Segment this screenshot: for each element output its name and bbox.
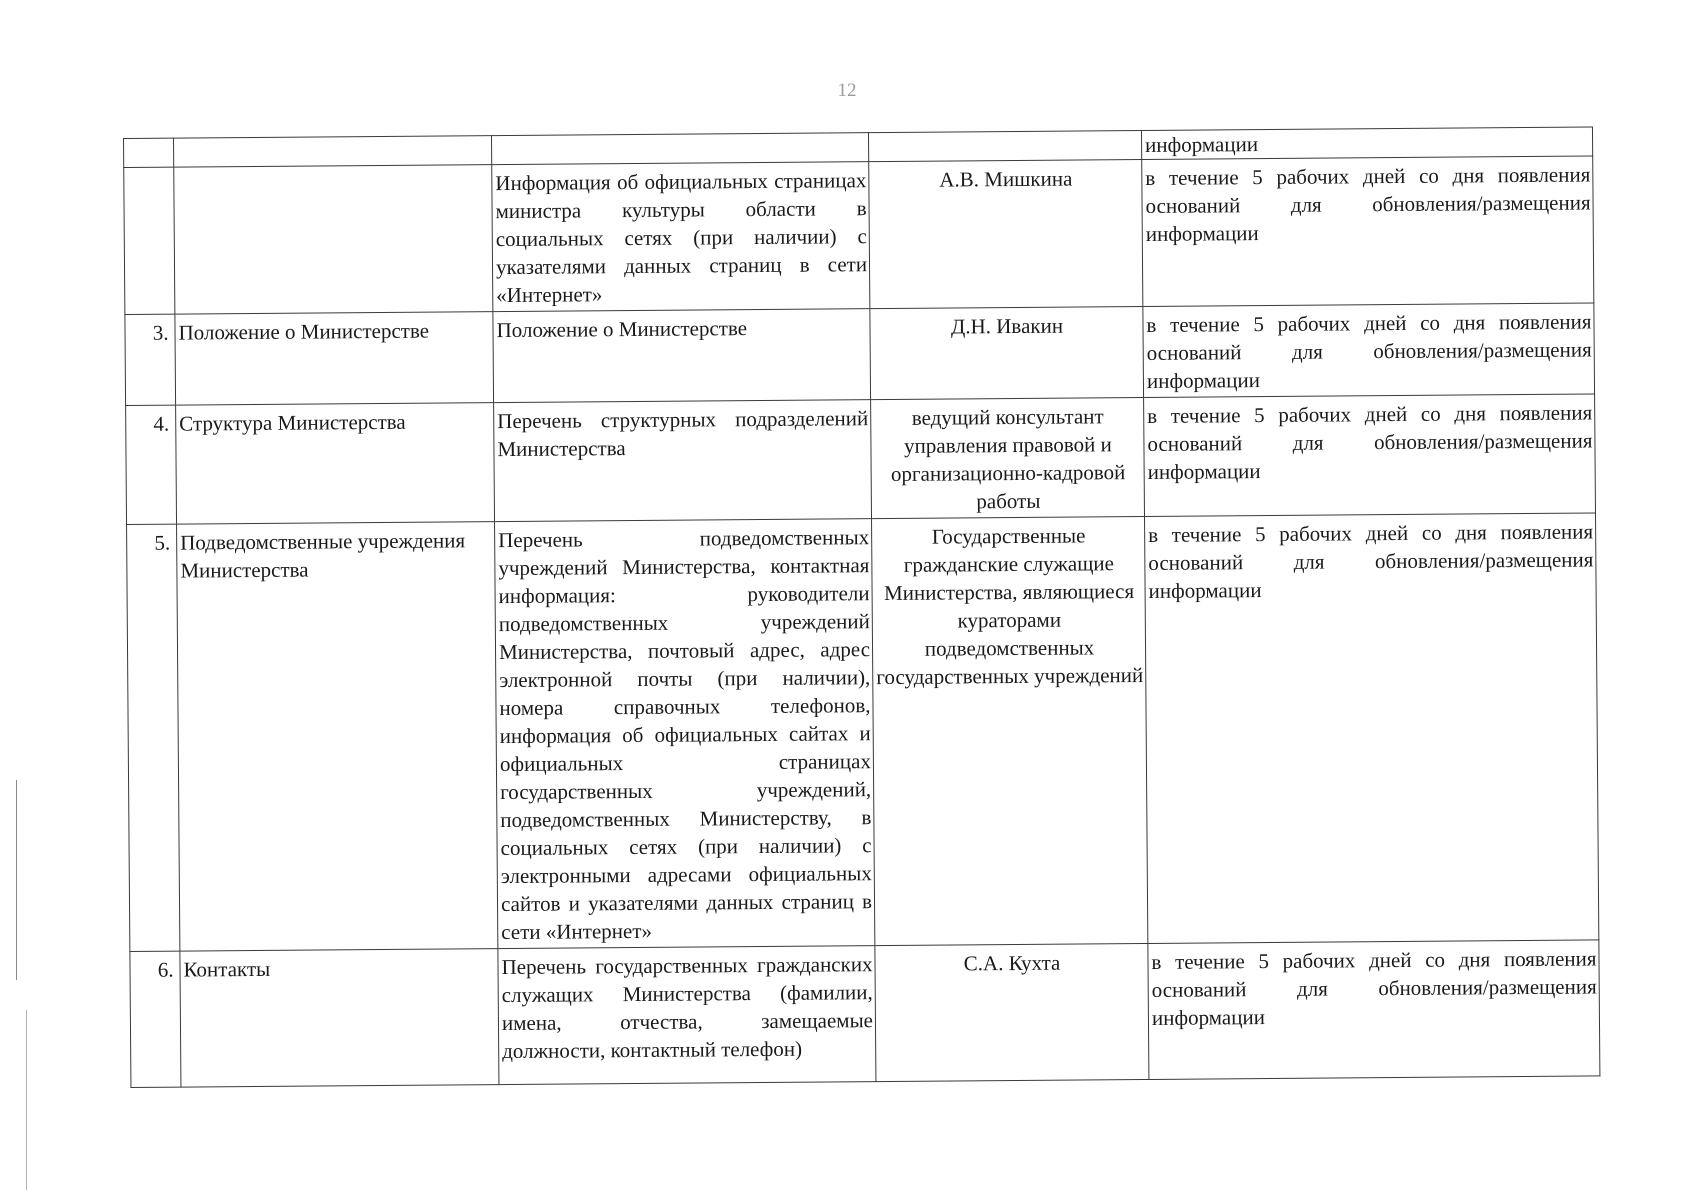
cell-term: в течение 5 рабочих дней со дня появления оснований для обновления/размещения информации [1145, 513, 1599, 944]
cell-term: в течение 5 рабочих дней со дня появления оснований для обновления/размещения информации [1142, 156, 1594, 307]
cell-section: Структура Министерства [176, 403, 495, 524]
cell-responsible [868, 131, 1141, 162]
page-number: 12 [837, 80, 857, 101]
cell-number [124, 167, 175, 314]
cell-responsible: Д.Н. Ивакин [870, 306, 1144, 399]
table-row [127, 513, 1599, 952]
cell-term: в течение 5 рабочих дней со дня появления оснований для обновления/размещения информации [1148, 940, 1600, 1080]
cell-info: Перечень государственных гражданских служащих Министерства (фамилии, имена, отчества, замещаемые должности, контактный телефон) [498, 946, 876, 1085]
cell-number: 5. [127, 524, 180, 951]
document-table [123, 126, 1600, 1088]
table-row [126, 394, 1596, 525]
cell-info [491, 133, 868, 165]
table-row [124, 156, 1594, 315]
table-row [125, 303, 1595, 406]
cell-section: Подведомственные учреждения Министерства [177, 522, 498, 951]
cell-term: в течение 5 рабочих дней со дня появления оснований для обновления/размещения информации [1143, 303, 1595, 398]
cell-responsible: Государственные гражданские служащие Министерства, являющиеся кураторами подведомственных государственных учреждений [872, 516, 1148, 945]
cell-term: в течение 5 рабочих дней со дня появления оснований для обновления/размещения информации [1144, 394, 1596, 517]
cell-section: Контакты [180, 949, 499, 1087]
cell-section [174, 165, 493, 314]
table-row [130, 940, 1600, 1088]
cell-responsible: ведущий консультант управления правовой и организационно-кадровой работы [871, 397, 1145, 518]
cell-responsible: А.В. Мишкина [869, 159, 1143, 308]
cell-number: 6. [130, 951, 181, 1087]
cell-info: Перечень подведомственных учреждений Министерства, контактная информация: руководители подведомственных учреждений Министерства, почтовый адрес, адрес электронной почты (при наличии), номера справочных телефонов, информация об официальных сайтах и официальных страницах государственных учреждений, подведомственных Министерству, в социальных сетях (при наличии) с электронными адресами официальных сайтов и указателями данных страниц в сети «Интернет» [495, 519, 875, 949]
cell-info: Информация об официальных страницах министра культуры области в социальных сетях (при наличии) с указателями данных страниц в сети «Интернет» [492, 162, 870, 312]
cell-term: информации [1141, 127, 1592, 160]
cell-responsible: С.А. Кухта [875, 943, 1149, 1081]
cell-number: 4. [126, 405, 177, 524]
cell-info: Перечень структурных подразделений Министерства [494, 400, 872, 522]
cell-number [124, 138, 174, 167]
cell-info: Положение о Министерстве [493, 309, 871, 403]
cell-section: Положение о Министерстве [175, 312, 494, 405]
cell-number: 3. [125, 314, 176, 405]
cell-section [174, 136, 492, 167]
scan-edge-line [16, 780, 17, 980]
scan-edge-line [26, 1010, 27, 1190]
